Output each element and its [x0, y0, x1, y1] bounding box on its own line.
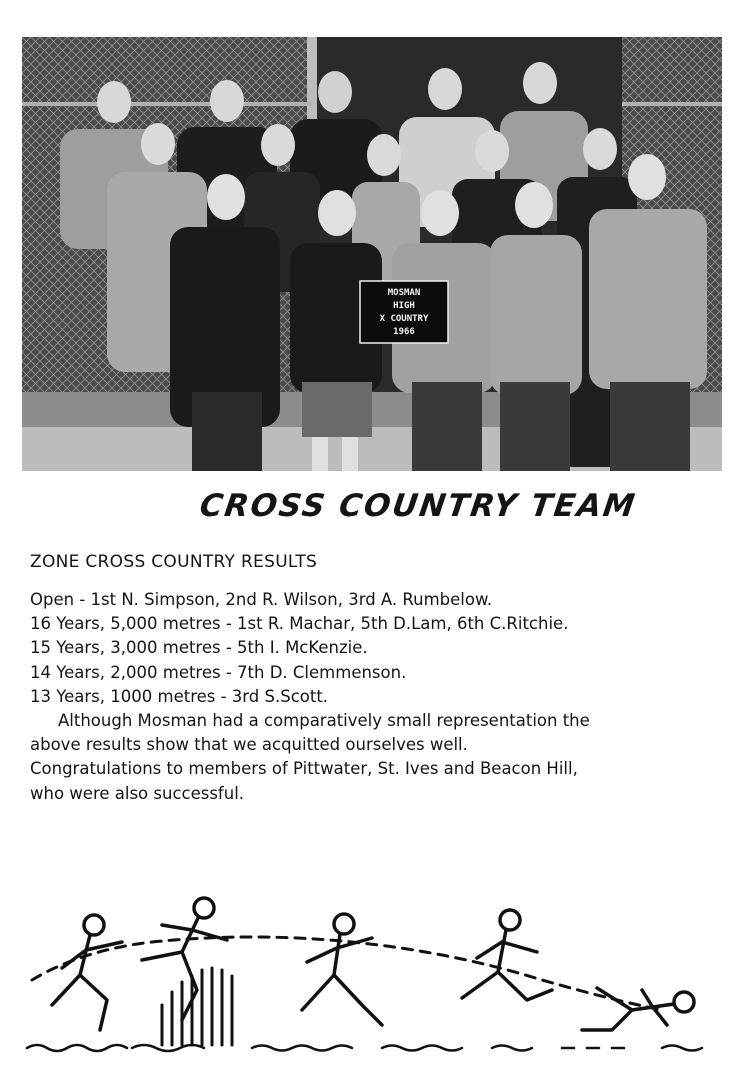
sign-line-3: X COUNTRY [379, 314, 429, 324]
sign-line-1: MOSMAN [387, 288, 421, 298]
page-title: CROSS COUNTRY TEAM [197, 488, 639, 524]
paragraph-line-4: who were also successful. [30, 783, 245, 803]
results-subheading: ZONE CROSS COUNTRY RESULTS [30, 552, 318, 572]
runners-drawing [22, 880, 722, 1060]
results-body [30, 588, 730, 806]
paragraph-line-1: Although Mosman had a comparatively small representation the [58, 711, 590, 731]
runners-illustration [22, 880, 722, 1060]
paragraph-line-2: above results show that we acquitted ourselves well. [30, 735, 468, 755]
result-line-13-years: 13 Years, 1000 metres - 3rd S.Scott. [30, 686, 329, 706]
result-line-open: Open - 1st N. Simpson, 2nd R. Wilson, 3rd A. Rumbelow. [30, 590, 493, 609]
sign-line-4: 1966 [393, 327, 415, 337]
result-line-16-years: 16 Years, 5,000 metres - 1st R. Machar, 5th D.Lam, 6th C.Ritchie. [30, 614, 569, 634]
sign-line-2: HIGH [393, 301, 415, 311]
paragraph-line-3: Congratulations to members of Pittwater, St. Ives and Beacon Hill, [30, 759, 578, 779]
result-line-14-years: 14 Years, 2,000 metres - 7th D. Clemmenson. [30, 662, 407, 682]
team-sign [360, 281, 448, 343]
team-photo [22, 37, 722, 471]
result-line-15-years: 15 Years, 3,000 metres - 5th I. McKenzie. [30, 638, 368, 658]
team-photo-illustration [22, 37, 722, 471]
